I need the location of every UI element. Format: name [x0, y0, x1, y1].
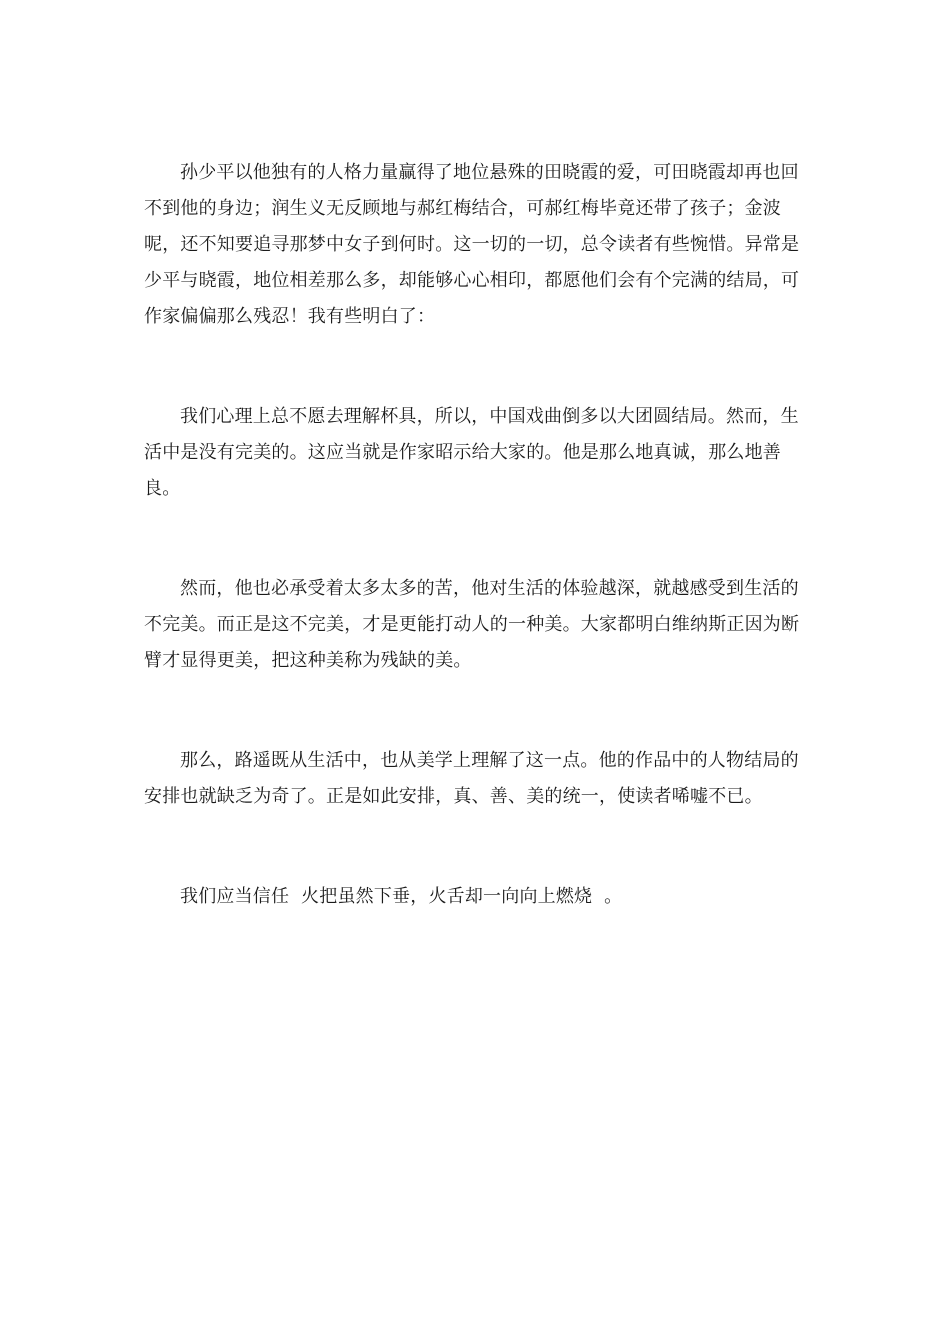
paragraph-3: 然而，他也必承受着太多太多的苦，他对生活的体验越深，就越感受到生活的不完美。而正是这不完美，才是更能打动人的一种美。大家都明白维纳斯正因为断臂才显得更美，把这种美称为残缺的美。 [144, 578, 800, 671]
paragraph-1: 孙少平以他独有的人格力量赢得了地位悬殊的田晓霞的爱，可田晓霞却再也回不到他的身边；润生义无反顾地与郝红梅结合，可郝红梅毕竟还带了孩子；金波呢，还不知要追寻那梦中女子到何时。这一切的一切，总令读者有些惋惜。异常是少平与晓霞，地位相差那么多，却能够心心相印，都愿他们会有个完满的结局，可作家偏偏那么残忍！我有些明白了： [144, 162, 800, 327]
document-body [144, 155, 814, 915]
paragraph-5: 我们应当信任 火把虽然下垂，火舌却一向向上燃烧 。 [180, 886, 623, 907]
paragraph-2: 我们心理上总不愿去理解杯具，所以，中国戏曲倒多以大团圆结局。然而，生活中是没有完美的。这应当就是作家昭示给大家的。他是那么地真诚，那么地善良。 [144, 406, 799, 499]
paragraph-4: 那么，路遥既从生活中，也从美学上理解了这一点。他的作品中的人物结局的安排也就缺乏为奇了。正是如此安排，真、善、美的统一，使读者唏嘘不已。 [144, 750, 799, 807]
